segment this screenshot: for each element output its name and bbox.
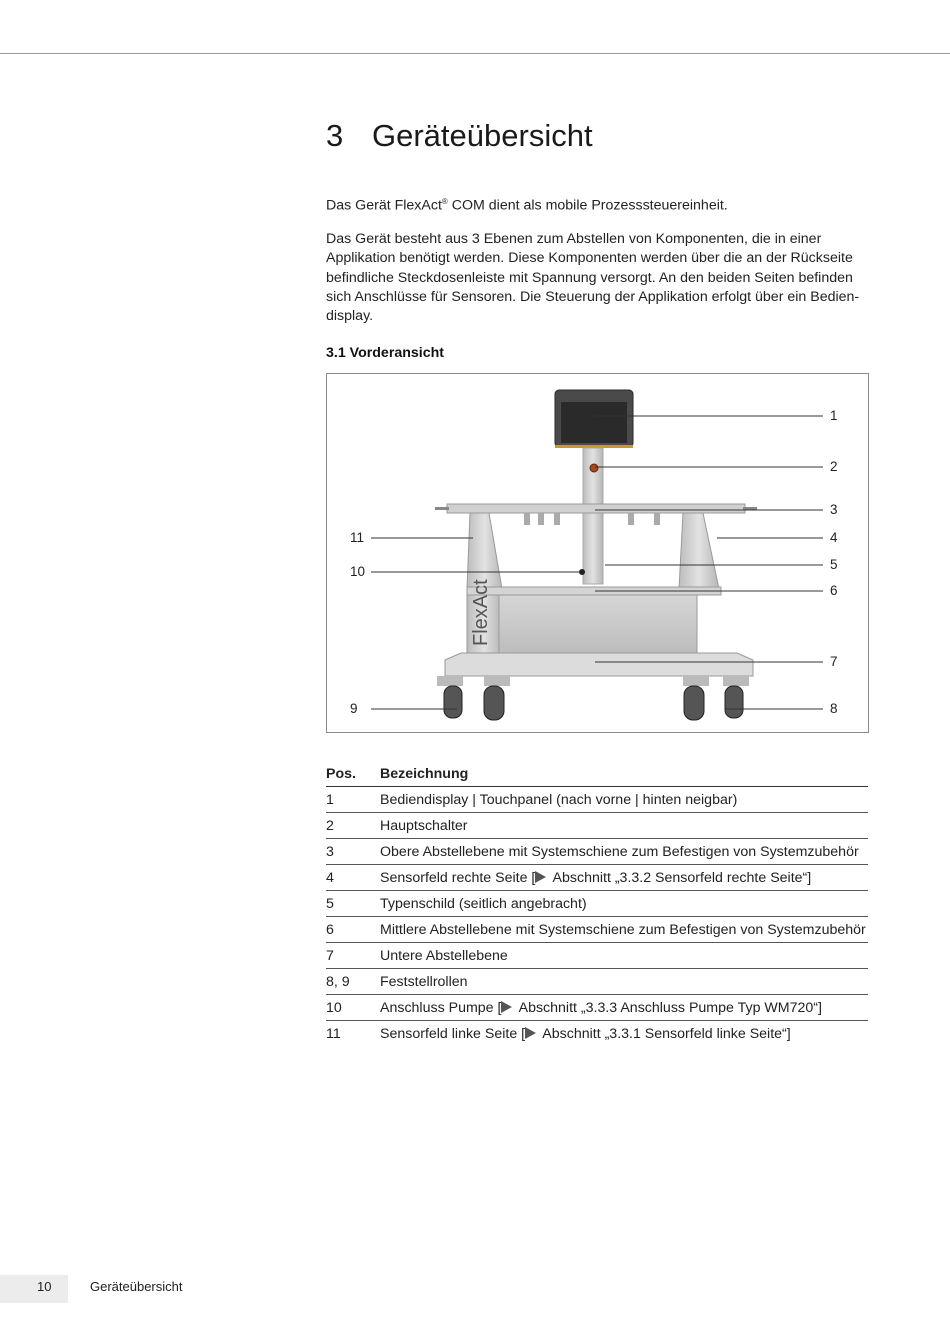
section-title: 3.1 Vorderansicht — [326, 345, 445, 361]
play-triangle-icon — [501, 1001, 512, 1013]
lower-drawer — [499, 595, 697, 655]
footer-title: Geräteübersicht — [90, 1279, 183, 1294]
row-pos: 3 — [326, 843, 334, 860]
row-name: Feststellrollen — [380, 973, 468, 990]
row-name — [380, 870, 868, 886]
callout-2: 2 — [830, 459, 838, 474]
row-pos: 10 — [326, 999, 342, 1016]
callout-3: 3 — [830, 502, 838, 517]
callout-11: 11 — [350, 530, 365, 545]
clamp — [554, 513, 560, 525]
footer-page-box — [0, 1275, 68, 1303]
chapter-title-text: Geräteübersicht — [372, 118, 593, 153]
row-pos: 11 — [326, 1025, 341, 1042]
row-name: Hauptschalter — [380, 817, 468, 834]
top-shelf-rail-left — [435, 507, 449, 510]
intro-p1-after: COM dient als mobile Prozesssteuereinheit. — [447, 197, 728, 214]
row-pos: 4 — [326, 869, 334, 886]
intro-paragraph-2: Das Gerät besteht aus 3 Ebenen zum Abstellen von Komponenten, die in einer Applikation benötigt werden. Diese Komponenten werden über die an der Rückseite befindliche Steckdosenleiste mit Spannung versorgt. An den beiden Seiten befinden sich Anschlüsse für Sensoren. Die Steuerung der Applikation erfolgt über ein Bedien-display. — [326, 231, 860, 325]
right-frame — [679, 513, 719, 589]
row-pos: 2 — [326, 817, 334, 834]
row-name-pre: Anschluss Pumpe [ — [380, 999, 502, 1016]
table-row — [326, 813, 868, 839]
device-illustration — [327, 374, 868, 732]
caster-mount — [484, 676, 510, 686]
footer-page-number: 10 — [37, 1279, 52, 1294]
cross-reference-link[interactable]: Abschnitt „3.3.1 Sensorfeld linke Seite“] — [539, 1025, 791, 1042]
table-header-row — [326, 762, 868, 787]
row-name: Mittlere Abstellebene mit Systemschiene zum Befestigen von Systemzubehör — [380, 921, 866, 938]
clamp — [524, 513, 530, 525]
row-name: Typenschild (seitlich angebracht) — [380, 895, 587, 912]
table-row — [326, 995, 868, 1021]
row-name — [380, 1026, 868, 1042]
play-triangle-icon — [525, 1027, 536, 1039]
top-shelf — [447, 504, 745, 513]
row-name: Bediendisplay | Touchpanel (nach vorne | hinten neigbar) — [380, 791, 738, 808]
intro-p1-before: Das Gerät FlexAct — [326, 197, 442, 214]
callout-8: 8 — [830, 701, 838, 716]
row-pos: 8, 9 — [326, 973, 350, 990]
table-row — [326, 787, 868, 813]
cross-reference-link[interactable]: Abschnitt „3.3.2 Sensorfeld rechte Seite“] — [549, 869, 812, 886]
row-name-pre: Sensorfeld linke Seite [ — [380, 1025, 526, 1042]
registered-mark: ® — [441, 197, 448, 206]
table-row — [326, 917, 868, 943]
main-switch — [590, 464, 598, 472]
row-pos: 7 — [326, 947, 334, 964]
caster-wheel — [484, 686, 504, 720]
row-name: Obere Abstellebene mit Systemschiene zum Befestigen von Systemzubehör — [380, 843, 859, 860]
position-table — [326, 762, 868, 1046]
front-view-figure — [326, 373, 869, 733]
cross-reference-link[interactable]: Abschnitt „3.3.3 Anschluss Pumpe Typ WM720“] — [515, 999, 822, 1016]
clamp — [628, 513, 634, 525]
chapter-number: 3 — [326, 118, 344, 153]
clamp — [654, 513, 660, 525]
row-pos: 6 — [326, 921, 334, 938]
caster-mount — [723, 676, 749, 686]
table-row — [326, 865, 868, 891]
caster-wheel — [444, 686, 462, 718]
table-row — [326, 1021, 868, 1046]
chapter-title — [326, 118, 593, 154]
display-screen — [561, 402, 627, 443]
table-row — [326, 891, 868, 917]
callout-6: 6 — [830, 583, 838, 598]
callout-9: 9 — [350, 701, 358, 716]
callout-7: 7 — [830, 654, 838, 669]
callout-5: 5 — [830, 557, 838, 572]
bottom-shelf — [445, 653, 753, 676]
row-pos: 1 — [326, 791, 334, 808]
row-pos: 5 — [326, 895, 334, 912]
header-name: Bezeichnung — [380, 766, 469, 782]
caster-mount — [683, 676, 709, 686]
intro-paragraph-1 — [326, 192, 871, 216]
caster-wheel — [725, 686, 743, 718]
callout-4: 4 — [830, 530, 838, 545]
callout-10: 10 — [350, 564, 366, 579]
row-name-pre: Sensorfeld rechte Seite [ — [380, 869, 536, 886]
table-row — [326, 969, 868, 995]
caster-wheel — [684, 686, 704, 720]
clamp — [538, 513, 544, 525]
caster-mount — [437, 676, 463, 686]
header-pos: Pos. — [326, 766, 356, 782]
left-frame — [467, 513, 502, 589]
callout-1: 1 — [830, 408, 838, 423]
table-row — [326, 839, 868, 865]
top-rule — [0, 53, 950, 54]
table-row — [326, 943, 868, 969]
play-triangle-icon — [535, 871, 546, 883]
row-name — [380, 1000, 868, 1016]
row-name: Untere Abstellebene — [380, 947, 508, 964]
device-label: FlexAct — [470, 579, 492, 646]
